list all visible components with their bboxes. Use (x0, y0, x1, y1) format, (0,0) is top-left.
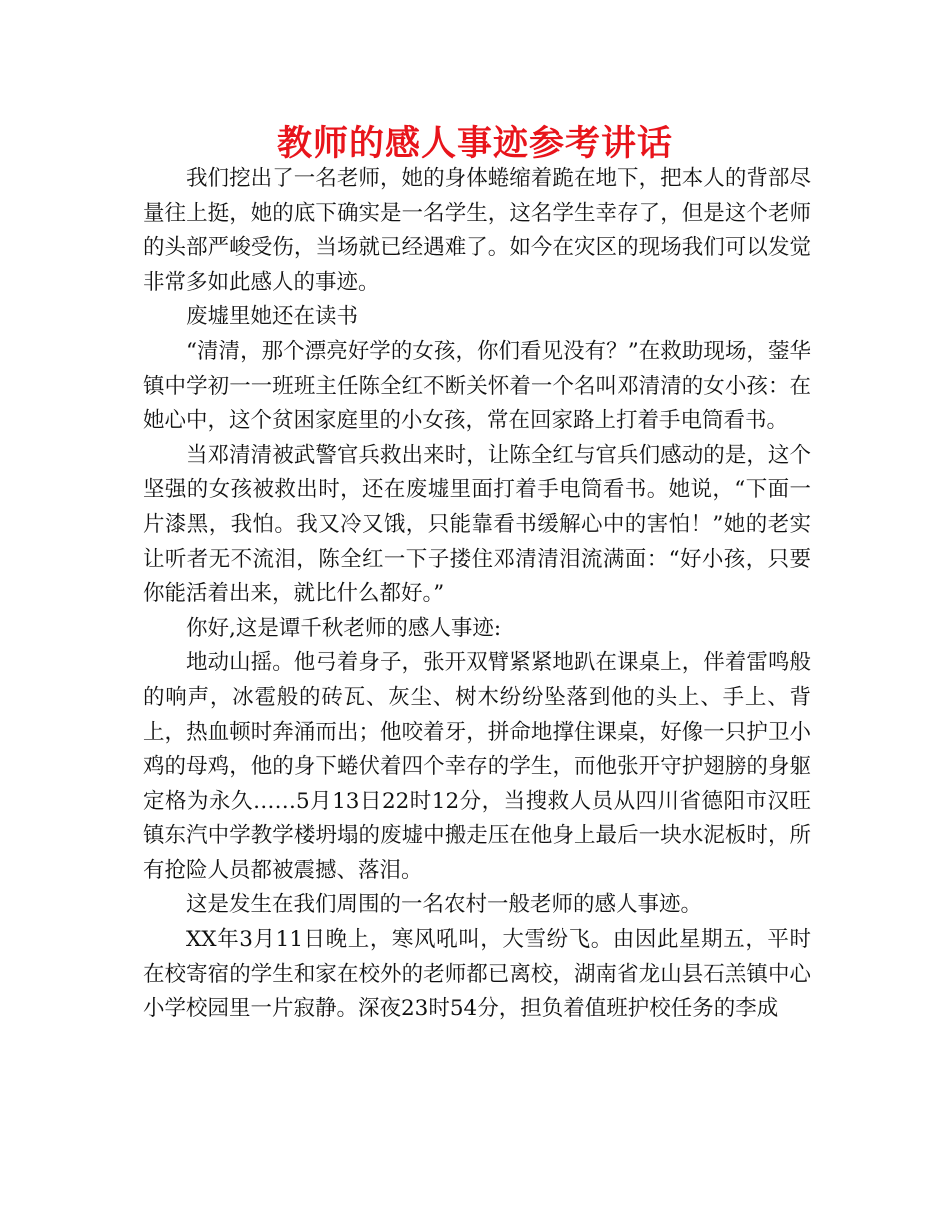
paragraph-3: “清清，那个漂亮好学的女孩，你们看见没有？”在救助现场，蓥华镇中学初一一班班主任陈全红不断关怀着一个名叫邓清清的女小孩：在她心中，这个贫困家庭里的小女孩，常在回家路上打着手电筒看书。 (143, 338, 811, 434)
document-title: 教师的感人事迹参考讲话 (276, 124, 673, 164)
paragraph-4: 当邓清清被武警官兵救出来时，让陈全红与官兵们感动的是，这个坚强的女孩被救出时，还在废墟里面打着手电筒看书。她说，“下面一片漆黑，我怕。我又冷又饿，只能靠看书缓解心中的害怕！”她的老实让听者无不流泪，陈全红一下子搂住邓清清泪流满面：“好小孩，只要你能活着出来，就比什么都好。” (143, 442, 811, 607)
paragraph-7: 这是发生在我们周围的一名农村一般老师的感人事迹。 (186, 892, 703, 918)
paragraph-8: XX年3月11日晚上，寒风吼叫，大雪纷飞。由因此星期五，平时在校寄宿的学生和家在校外的老师都已离校，湖南省龙山县石羔镇中心小学校园里一片寂静。深夜23时54分，担负着值班护校任务的李成 (143, 927, 811, 1022)
document-body (143, 162, 811, 1027)
paragraph-5: 你好,这是谭千秋老师的感人事迹: (186, 615, 502, 641)
paragraph-6: 地动山摇。他弓着身子，张开双臂紧紧地趴在课桌上，伴着雷鸣般的响声，冰雹般的砖瓦、灰尘、树木纷纷坠落到他的头上、手上、背上，热血顿时奔涌而出；他咬着牙，拼命地撑住课桌，好像一只护卫小鸡的母鸡，他的身下蜷伏着四个幸存的学生，而他张开守护翅膀的身躯定格为永久……5月13日22时12分，当搜救人员从四川省德阳市汉旺镇东汽中学教学楼坍塌的废墟中搬走压在他身上最后一块水泥板时，所有抢险人员都被震撼、落泪。 (143, 650, 811, 883)
paragraph-1: 我们挖出了一名老师，她的身体蜷缩着跪在地下，把本人的背部尽量往上挺，她的底下确实是一名学生，这名学生幸存了，但是这个老师的头部严峻受伤，当场就已经遇难了。如今在灾区的现场我们可以发觉非常多如此感人的事迹。 (143, 166, 811, 295)
paragraph-subheading: 废墟里她还在读书 (186, 304, 359, 330)
